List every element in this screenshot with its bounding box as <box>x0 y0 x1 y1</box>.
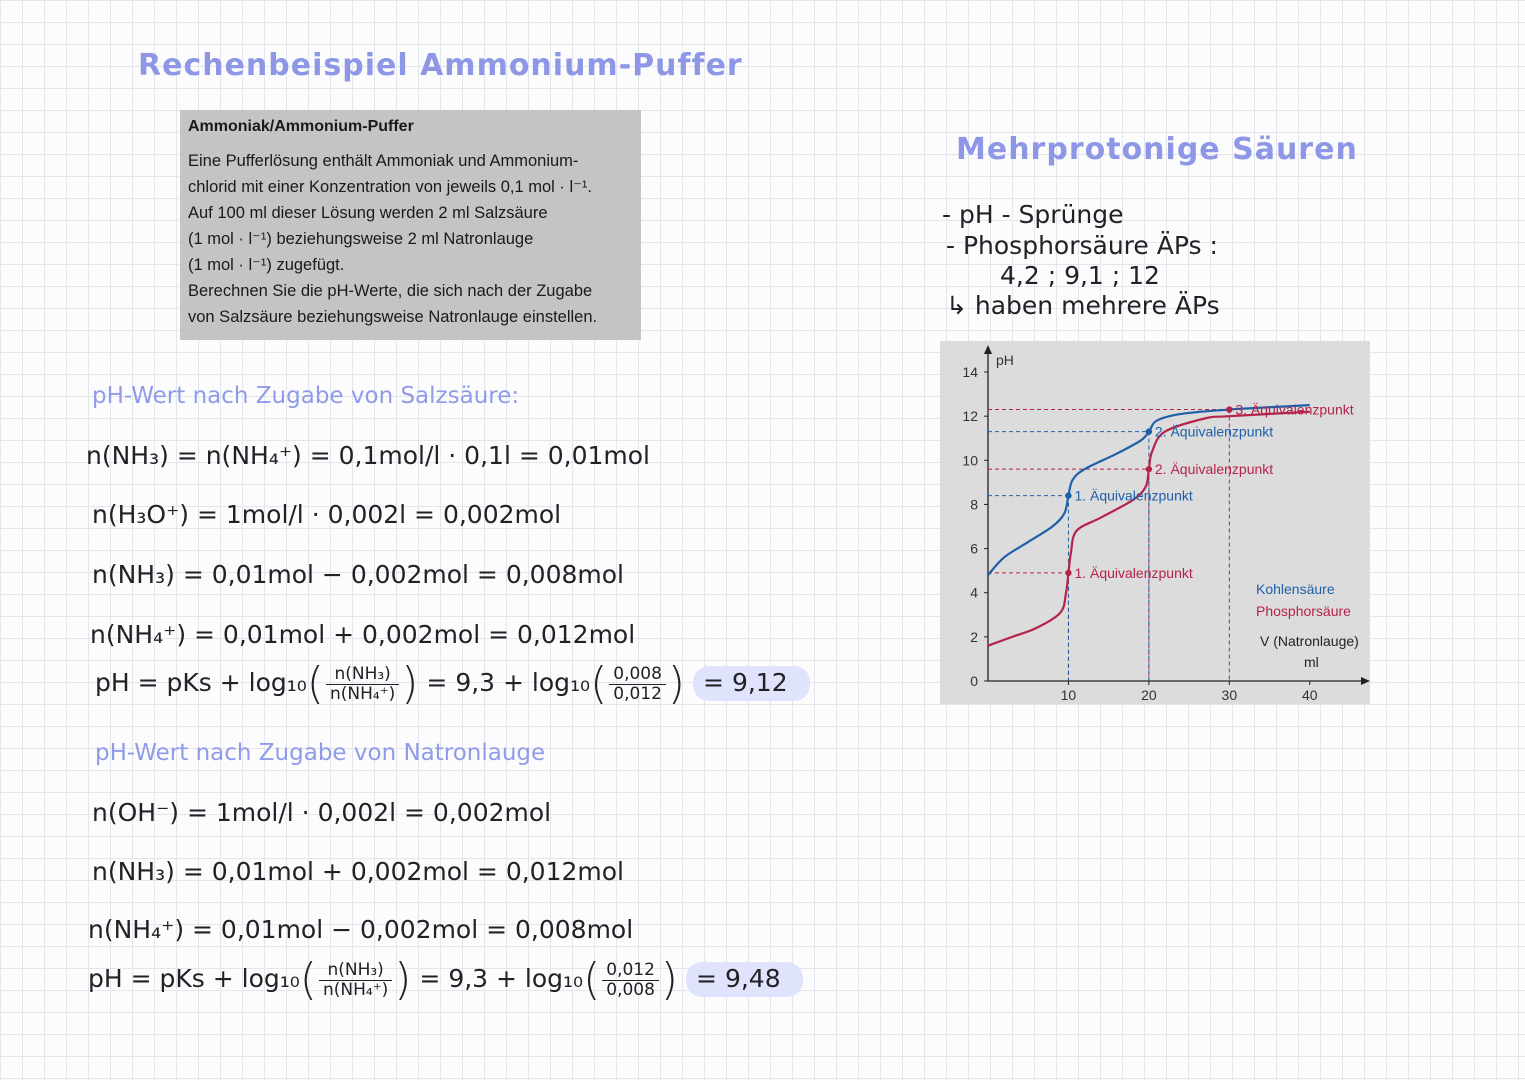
y-tick-label: 6 <box>970 540 978 557</box>
calc-line: n(NH₃) = 0,01mol − 0,002mol = 0,008mol <box>92 560 624 589</box>
x-axis-arrow <box>1361 677 1370 685</box>
fraction-numerator: n(NH₃) <box>319 961 392 981</box>
ph-result: = 9,48 <box>686 962 803 997</box>
calc-line: n(NH₃) = 0,01mol + 0,002mol = 0,012mol <box>92 857 624 886</box>
fraction-numerator: n(NH₃) <box>326 665 399 685</box>
page-heading: Rechenbeispiel Ammonium-Puffer <box>138 48 743 83</box>
task-line: Berechnen Sie die pH-Werte, die sich nach der Zugabe <box>188 282 593 300</box>
bullet-item: - Phosphorsäure ÄPs : <box>946 231 1218 260</box>
equivalence-point-label: 3. Äquivalenzpunkt <box>1235 401 1354 418</box>
fraction-denominator: n(NH₄⁺) <box>322 979 389 1000</box>
x-axis-label: V (Natronlauge) <box>1260 633 1359 649</box>
right-heading: Mehrprotonige Säuren <box>956 132 1358 167</box>
section1-heading: pH-Wert nach Zugabe von Salzsäure: <box>92 383 520 409</box>
legend-entry: Kohlensäure <box>1256 581 1335 597</box>
task-line: (1 mol · l⁻¹) beziehungsweise 2 ml Natronlauge <box>188 230 534 248</box>
x-tick-label: 30 <box>1221 687 1238 703</box>
y-axis-label: pH <box>996 352 1014 368</box>
x-tick-label: 20 <box>1141 687 1157 703</box>
equivalence-point-label: 2. Äquivalenzpunkt <box>1154 461 1274 478</box>
fraction-numerator: 0,012 <box>602 961 659 981</box>
ph-result: = 9,12 <box>693 666 810 701</box>
x-tick-label: 10 <box>1060 687 1077 703</box>
task-box <box>180 110 641 340</box>
y-tick-label: 12 <box>962 408 978 425</box>
ph-mid: = 9,3 + log₁₀ <box>426 668 591 697</box>
y-tick-label: 14 <box>962 364 978 381</box>
ph-lhs: pH = pKs + log₁₀ <box>95 668 307 697</box>
ph-mid: = 9,3 + log₁₀ <box>419 964 584 993</box>
ph-lhs: pH = pKs + log₁₀ <box>88 964 300 993</box>
calc-line: n(OH⁻) = 1mol/l · 0,002l = 0,002mol <box>92 798 552 827</box>
equivalence-point <box>1065 570 1071 576</box>
fraction <box>319 961 392 1000</box>
x-axis-unit: ml <box>1304 654 1319 670</box>
calc-line: n(H₃O⁺) = 1mol/l · 0,002l = 0,002mol <box>92 500 562 529</box>
fraction <box>602 961 659 1000</box>
task-line: Eine Pufferlösung enthält Ammoniak und Ammonium- <box>188 152 579 170</box>
equivalence-point-label: 1. Äquivalenzpunkt <box>1074 564 1193 581</box>
ap-values: 4,2 ; 9,1 ; 12 <box>1000 261 1160 290</box>
calc-line: n(NH₄⁺) = 0,01mol − 0,002mol = 0,008mol <box>88 915 634 944</box>
y-axis-arrow <box>984 345 992 354</box>
bullet-item: - pH - Sprünge <box>942 200 1124 229</box>
y-tick-label: 4 <box>970 584 978 601</box>
y-tick-label: 8 <box>970 496 978 513</box>
fraction <box>609 665 666 704</box>
fraction-denominator: 0,008 <box>606 979 655 1000</box>
task-line: chlorid mit einer Konzentration von jeweils 0,1 mol · l⁻¹. <box>188 178 592 196</box>
fraction-denominator: 0,012 <box>613 683 662 704</box>
ph-equation: pH = pKs + log₁₀( $\frac{\text{n(NH₃)}}{\text{n(NH₄⁺)}}$ ) = 9,3 + log₁₀( $\frac{0,008}{0,012}$ ) = 9,12 <box>95 662 810 706</box>
equivalence-point <box>1065 492 1071 498</box>
equivalence-point <box>1146 428 1152 434</box>
equivalence-point-label: 1. Äquivalenzpunkt <box>1074 487 1193 504</box>
equivalence-point-label: 2. Äquivalenzpunkt <box>1154 423 1274 440</box>
titration-chart <box>940 341 1370 704</box>
calc-line: n(NH₄⁺) = 0,01mol + 0,002mol = 0,012mol <box>90 620 636 649</box>
task-line: Auf 100 ml dieser Lösung werden 2 ml Salzsäure <box>188 204 548 222</box>
ph-equation: pH = pKs + log₁₀( $\frac{\text{n(NH₃)}}{\text{n(NH₄⁺)}}$ ) = 9,3 + log₁₀( $\frac{0,012}{0,008}$ ) = 9,48 <box>88 958 803 1002</box>
y-tick-label: 2 <box>970 628 978 645</box>
task-title: Ammoniak/Ammonium-Puffer <box>188 118 414 135</box>
x-tick-label: 40 <box>1301 687 1318 703</box>
task-line: (1 mol · l⁻¹) zugefügt. <box>188 256 345 274</box>
task-line: von Salzsäure beziehungsweise Natronlauge einstellen. <box>188 308 598 326</box>
y-tick-label: 10 <box>962 452 978 469</box>
chart-svg <box>940 341 1370 704</box>
fraction-numerator: 0,008 <box>609 665 666 685</box>
fraction-denominator: n(NH₄⁺) <box>329 683 396 704</box>
section2-heading: pH-Wert nach Zugabe von Natronlauge <box>95 740 546 766</box>
legend-entry: Phosphorsäure <box>1256 603 1351 619</box>
equivalence-point <box>1146 466 1152 472</box>
equivalence-point <box>1226 406 1232 412</box>
y-tick-label: 0 <box>970 673 978 689</box>
fraction <box>326 665 399 704</box>
arrow-note: ↳ haben mehrere ÄPs <box>946 291 1220 320</box>
calc-line: n(NH₃) = n(NH₄⁺) = 0,1mol/l · 0,1l = 0,01mol <box>86 441 650 470</box>
